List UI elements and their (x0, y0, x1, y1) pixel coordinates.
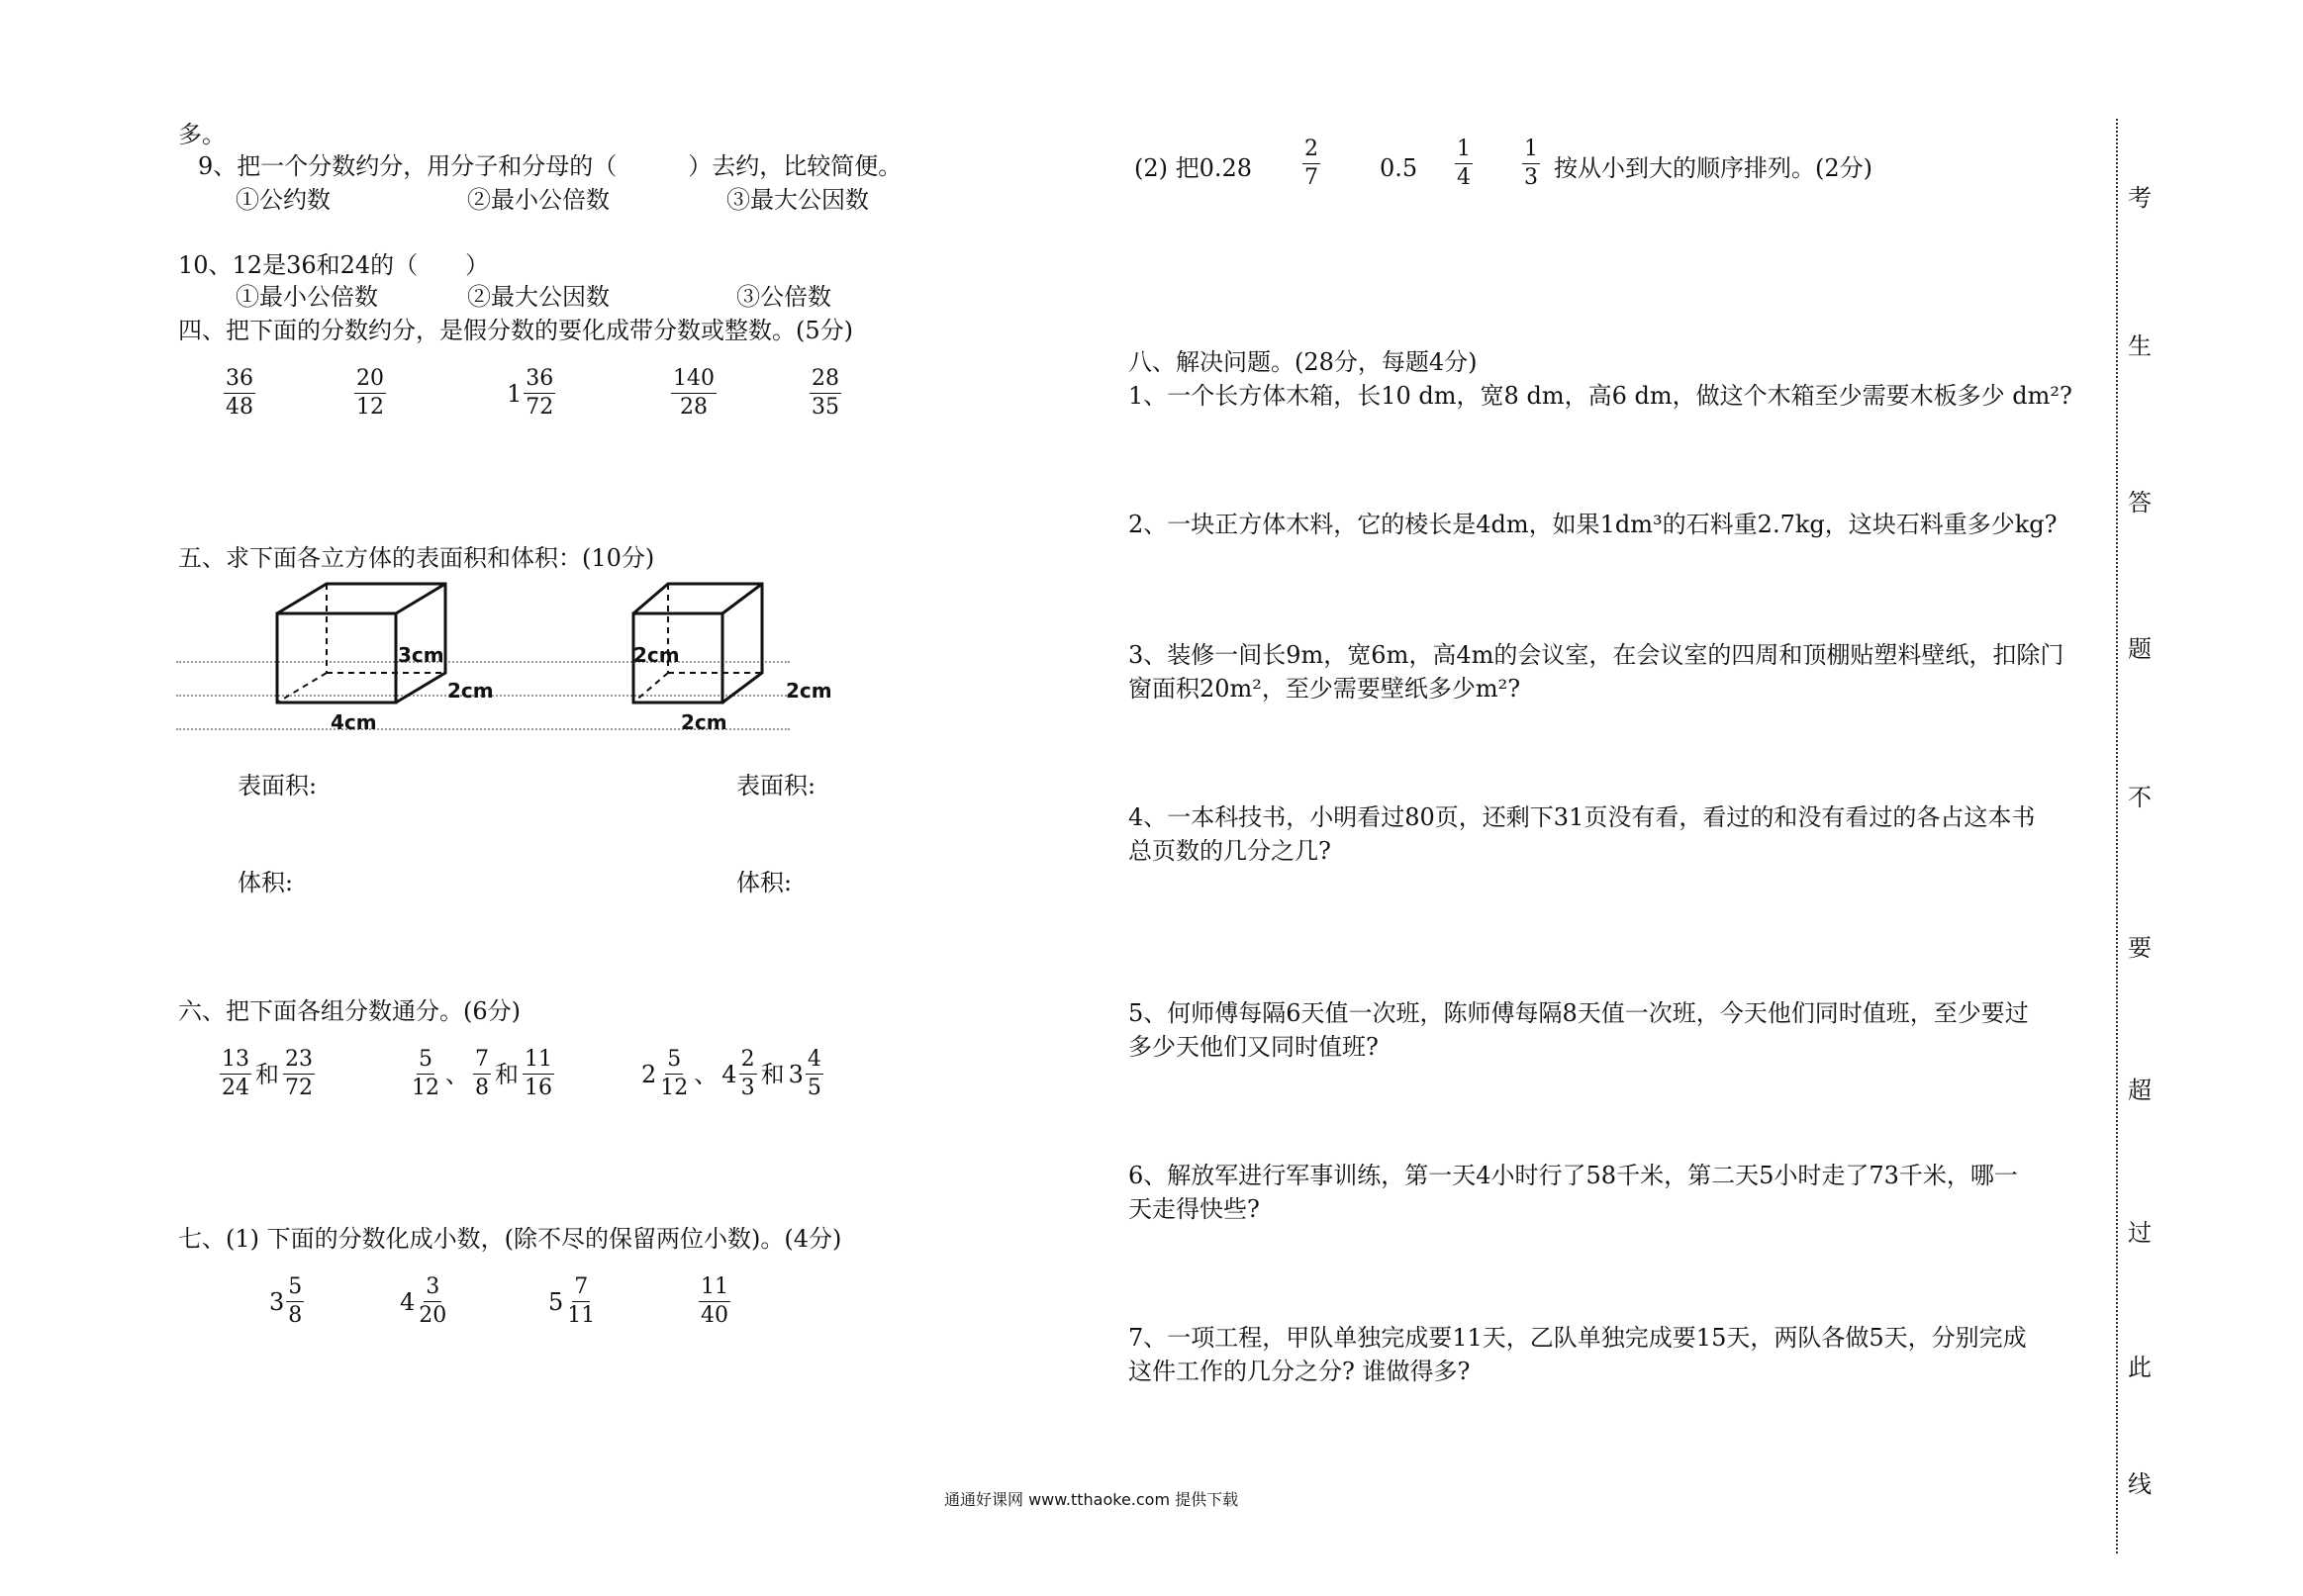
numerator: 5 (286, 1276, 304, 1302)
problem-4-line-2: 总页数的几分之几? (1128, 837, 1331, 865)
q7-2-fraction-2 (1455, 139, 1473, 189)
comma-separator: 、 (694, 1060, 719, 1088)
sidebar-char: 过 (2128, 1219, 2152, 1247)
sec7-fraction (400, 1276, 448, 1327)
numerator: 23 (283, 1049, 315, 1075)
sec7-fraction (699, 1276, 730, 1327)
numerator: 1 (1455, 139, 1473, 164)
numerator: 3 (424, 1276, 441, 1302)
cube1-volume-label: 体积: (238, 869, 294, 896)
cube2-volume-label: 体积: (736, 869, 793, 896)
denominator: 16 (525, 1076, 552, 1100)
numerator: 7 (473, 1049, 491, 1075)
denominator: 20 (419, 1303, 447, 1328)
sec4-fraction (810, 368, 841, 419)
q7-2-prefix: (2) 把0.28 (1134, 154, 1253, 182)
sec4-fraction (224, 368, 255, 419)
sec7-fraction (548, 1276, 597, 1327)
and-word: 和 (255, 1060, 279, 1088)
numerator: 11 (699, 1276, 730, 1302)
cube2-width-label: 2cm (681, 710, 727, 734)
denominator: 3 (740, 1076, 755, 1100)
denominator: 11 (567, 1303, 596, 1328)
cube1-surface-label: 表面积: (238, 772, 318, 799)
problem-3-line-1: 3、装修一间长9m，宽6m，高4m的会议室，在会议室的四周和顶棚贴塑料壁纸，扣除门 (1128, 641, 2064, 669)
numerator: 28 (810, 368, 841, 394)
section-7-heading: 七、(1) 下面的分数化成小数，(除不尽的保留两位小数)。(4分) (178, 1225, 842, 1253)
problem-3-line-2: 窗面积20m²，至少需要壁纸多少m²? (1128, 675, 1521, 703)
problem-7-line-1: 7、一项工程，甲队单独完成要11天，乙队单独完成要15天，两队各做5天，分别完成 (1128, 1324, 2027, 1352)
sec4-fraction (671, 368, 717, 419)
denominator: 3 (1524, 165, 1538, 190)
denominator: 4 (1457, 165, 1471, 190)
cube2-height-label: 2cm (633, 643, 680, 667)
whole-part: 4 (721, 1060, 737, 1088)
numerator: 7 (572, 1276, 590, 1302)
q9-option-1: ①公约数 (236, 186, 331, 214)
numerator: 13 (220, 1049, 251, 1075)
whole-part: 5 (548, 1287, 564, 1316)
numerator: 2 (739, 1049, 757, 1075)
and-word: 和 (760, 1060, 785, 1088)
cube2-surface-label: 表面积: (736, 772, 816, 799)
section-4-heading: 四、把下面的分数约分，是假分数的要化成带分数或整数。(5分) (178, 317, 853, 344)
cube2-depth-label: 2cm (786, 679, 832, 703)
q10-option-3: ③公倍数 (736, 283, 831, 311)
sidebar-char: 此 (2128, 1354, 2152, 1381)
q9-option-2: ②最小公倍数 (467, 186, 610, 214)
binding-dotted-line (2116, 119, 2118, 1553)
numerator: 36 (224, 368, 255, 394)
page-footer: 通通好课网 www.tthaoke.com 提供下载 (944, 1490, 1239, 1509)
problem-5-line-2: 多少天他们又同时值班? (1128, 1033, 1379, 1061)
sec7-fraction (269, 1276, 304, 1327)
section-6-heading: 六、把下面各组分数通分。(6分) (178, 997, 521, 1025)
cube1-depth-label: 2cm (447, 679, 494, 703)
text-line-duo: 多。 (178, 121, 226, 148)
problem-2: 2、一块正方体木料，它的棱长是4dm，如果1dm³的石料重2.7kg，这块石料重多少kg? (1128, 511, 2058, 538)
numerator: 140 (671, 368, 717, 394)
numerator: 2 (1302, 139, 1320, 164)
numerator: 20 (354, 368, 386, 394)
whole-part: 3 (788, 1060, 804, 1088)
section-5-heading: 五、求下面各立方体的表面积和体积：(10分) (178, 544, 655, 572)
numerator: 5 (665, 1049, 683, 1075)
denominator: 8 (288, 1303, 303, 1328)
sidebar-char: 生 (2128, 332, 2152, 360)
sidebar-char: 线 (2128, 1470, 2152, 1498)
sec4-fraction (354, 368, 386, 419)
q7-2-decimal: 0.5 (1380, 154, 1418, 182)
sec6-group-2 (410, 1049, 554, 1099)
denominator: 12 (412, 1076, 439, 1100)
denominator: 35 (812, 395, 839, 420)
question-9: 9、把一个分数约分，用分子和分母的（ ）去约，比较简便。 (198, 152, 903, 180)
numerator: 11 (523, 1049, 554, 1075)
denominator: 40 (701, 1303, 728, 1328)
sidebar-char: 超 (2128, 1077, 2152, 1104)
denominator: 24 (222, 1076, 249, 1100)
comma-separator: 、 (445, 1060, 469, 1088)
whole-part: 2 (641, 1060, 657, 1088)
cube1-height-label: 3cm (398, 643, 444, 667)
whole-part: 4 (400, 1287, 416, 1316)
denominator: 8 (475, 1076, 489, 1100)
and-word: 和 (495, 1060, 519, 1088)
q10-option-1: ①最小公倍数 (236, 283, 378, 311)
problem-6-line-2: 天走得快些? (1128, 1195, 1260, 1223)
denominator: 12 (660, 1076, 689, 1100)
problem-5-line-1: 5、何师傅每隔6天值一次班，陈师傅每隔8天值一次班，今天他们同时值班，至少要过 (1128, 999, 2029, 1027)
denominator: 72 (285, 1076, 313, 1100)
denominator: 72 (526, 395, 554, 420)
denominator: 7 (1304, 165, 1318, 190)
q7-2-suffix: 按从小到大的顺序排列。(2分) (1554, 154, 1872, 182)
numerator: 5 (417, 1049, 434, 1075)
denominator: 5 (807, 1076, 821, 1100)
numerator: 36 (524, 368, 555, 394)
problem-4-line-1: 4、一本科技书，小明看过80页，还剩下31页没有看，看过的和没有看过的各占这本书 (1128, 803, 2036, 831)
q10-option-2: ②最大公因数 (467, 283, 610, 311)
sidebar-char: 要 (2128, 934, 2152, 962)
sec6-group-3 (641, 1049, 823, 1099)
whole-part: 3 (269, 1287, 285, 1316)
q7-2-fraction-1 (1302, 139, 1320, 189)
question-10: 10、12是36和24的（ ） (178, 251, 490, 279)
section-8-heading: 八、解决问题。(28分，每题4分) (1128, 348, 1478, 376)
problem-6-line-1: 6、解放军进行军事训练，第一天4小时行了58千米，第二天5小时走了73千米，哪一 (1128, 1162, 2018, 1189)
denominator: 12 (356, 395, 384, 420)
sidebar-char: 题 (2128, 635, 2152, 663)
sidebar-char: 答 (2128, 489, 2152, 516)
denominator: 28 (680, 395, 708, 420)
numerator: 4 (806, 1049, 823, 1075)
cube1-width-label: 4cm (331, 710, 377, 734)
sidebar-char: 不 (2128, 784, 2152, 811)
sidebar-char: 考 (2128, 184, 2152, 212)
sec6-group-1 (220, 1049, 315, 1099)
q7-2-fraction-3 (1522, 139, 1540, 189)
sec4-fraction (507, 368, 555, 419)
problem-7-line-2: 这件工作的几分之分? 谁做得多? (1128, 1358, 1471, 1385)
numerator: 1 (1522, 139, 1540, 164)
whole-part: 1 (507, 379, 523, 408)
problem-1: 1、一个长方体木箱，长10 dm，宽8 dm，高6 dm，做这个木箱至少需要木板多少 dm²? (1128, 382, 2072, 410)
q9-option-3: ③最大公因数 (726, 186, 869, 214)
denominator: 48 (226, 395, 253, 420)
